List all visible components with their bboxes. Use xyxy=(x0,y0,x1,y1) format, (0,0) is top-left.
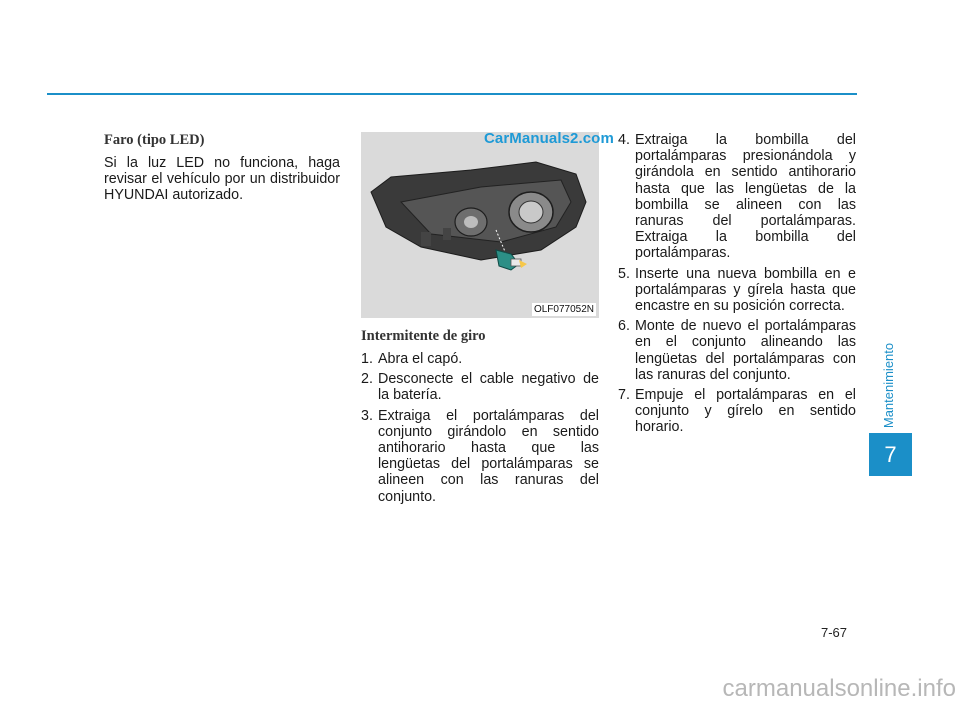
column-1 xyxy=(104,132,340,204)
list-item-step-1: 1. Abra el capó. xyxy=(361,351,463,367)
column-2 xyxy=(361,132,599,509)
section-body-led-headlamp: Si la luz LED no funciona, haga revisar el vehículo por un distribuidor HYUNDAI autorizado. xyxy=(104,155,340,204)
list-item-step-5: 5. Inserte una nueva bombilla en e portalámparas y gírela hasta que encastre en su posición correcta. xyxy=(618,265,856,315)
list-item-step-2: 2. Desconecte el cable negativo de la batería. xyxy=(361,371,599,404)
section-heading-led-headlamp: Faro (tipo LED) xyxy=(104,132,205,148)
list-item-step-6: 6. Monte de nuevo el portalámparas en el conjunto alineando las lengüetas del portalámparas con las ranuras del conjunto. xyxy=(618,318,856,383)
steps-list-col3 xyxy=(618,132,856,436)
header-rule xyxy=(47,93,857,95)
site-watermark: CarManuals2.com xyxy=(484,130,614,147)
section-heading-turn-signal: Intermitente de giro xyxy=(361,328,486,344)
chapter-tab[interactable]: 7 xyxy=(869,433,912,476)
list-item-step-7: 7. Empuje el portalámparas en el conjunto y gírelo en sentido horario. xyxy=(618,387,856,436)
column-3 xyxy=(618,132,856,440)
headlamp-illustration xyxy=(361,132,599,318)
figure-code: OLF077052N xyxy=(533,304,594,315)
headlamp-drawing xyxy=(361,132,599,318)
steps-list-col2 xyxy=(361,351,599,505)
list-item-step-3: 3. Extraiga el portalámparas del conjunto girándolo en sentido antihorario hasta que las lengüetas del portalámparas se alineen con las ranuras del conjunto. xyxy=(361,407,599,505)
footer-watermark: carmanualsonline.info xyxy=(722,675,956,702)
chapter-side-label: Mantenimiento xyxy=(881,342,897,428)
list-item-step-4: 4. Extraiga la bombilla del portalámparas presionándola y girándola en sentido antihorario hasta que las lengüetas de la bombilla se alineen con las ranuras del portalámparas. Extraiga la bombilla del portalámparas. xyxy=(618,132,856,262)
page-number: 7-67 xyxy=(821,625,848,640)
